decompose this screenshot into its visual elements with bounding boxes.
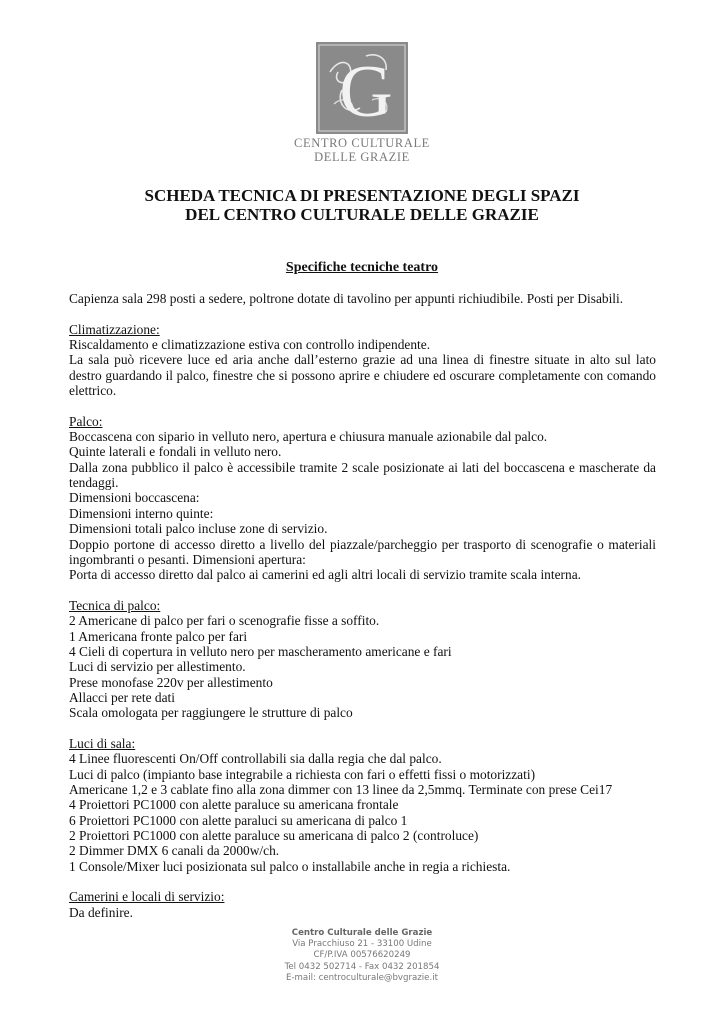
tecnica-line: 1 Americana fronte palco per fari bbox=[69, 628, 248, 644]
tecnica-line: Scala omologata per raggiungere le strutture di palco bbox=[69, 705, 353, 721]
luci-line: Luci di palco (impianto base integrabile a richiesta con fari o effetti fissi o motorizzati) bbox=[69, 766, 536, 782]
climatizzazione-heading: Climatizzazione: bbox=[69, 321, 160, 337]
tecnica-heading: Tecnica di palco: bbox=[69, 597, 161, 613]
luci-line: 4 Proiettori PC1000 con alette paraluce su americana frontale bbox=[69, 797, 399, 813]
palco-line: Porta di accesso diretto dal palco ai camerini ed agli altri locali di servizio tramite scala interna. bbox=[69, 567, 581, 583]
palco-line: Dimensioni totali palco incluse zone di servizio. bbox=[69, 521, 328, 537]
logo-line-2: DELLE GRAZIE bbox=[314, 149, 410, 164]
footer-address: Via Pracchiuso 21 - 33100 Udine bbox=[292, 939, 432, 950]
luci-line: 1 Console/Mixer luci posizionata sul palco o installabile anche in regia a richiesta. bbox=[69, 858, 511, 874]
intro-paragraph: Capienza sala 298 posti a sedere, poltrone dotate di tavolino per appunti richiudibile. Posti per Disabili. bbox=[69, 291, 624, 306]
footer-email: E-mail: centroculturale@bvgrazie.it bbox=[286, 972, 438, 983]
footer-vat: CF/P.IVA 00576620249 bbox=[313, 950, 411, 961]
tecnica-line: 2 Americane di palco per fari o scenografie fisse a soffito. bbox=[69, 613, 380, 629]
palco-line: Doppio portone di accesso diretto a livello del piazzale/parcheggio per trasporto di scenografie o materiali ingombranti o pesanti. Dimensioni apertura: bbox=[69, 536, 656, 567]
section-subtitle: Specifiche tecniche teatro bbox=[285, 260, 439, 275]
camerini-line: Da definire. bbox=[69, 904, 133, 920]
tecnica-line: 4 Cieli di copertura in velluto nero per mascheramento americane e fari bbox=[69, 643, 452, 659]
title-line-2: DEL CENTRO CULTURALE DELLE GRAZIE bbox=[185, 205, 539, 224]
footer-name: Centro Culturale delle Grazie bbox=[291, 928, 433, 938]
luci-line: 6 Proiettori PC1000 con alette paraluci su americana di palco 1 bbox=[69, 812, 408, 828]
luci-line: Americane 1,2 e 3 cablate fino alla zona dimmer con 13 linee da 2,5mmq. Terminate con prese Cei17 bbox=[69, 782, 613, 797]
logo-monogram: G bbox=[339, 51, 393, 133]
palco-line: Quinte laterali e fondali in velluto nero. bbox=[69, 444, 282, 460]
tecnica-line: Prese monofase 220v per allestimento bbox=[69, 674, 273, 690]
climatizzazione-line: La sala può ricevere luce ed aria anche dall’esterno grazie ad una linea di finestre situate in alto sul lato destro guardando il palco, finestre che si possono aprire e chiudere ed oscurare completamente con comando elettrico. bbox=[69, 352, 656, 399]
climatizzazione-line: Riscaldamento e climatizzazione estiva con controllo indipendente. bbox=[69, 337, 431, 353]
document-title bbox=[0, 186, 724, 224]
centro-culturale-logo-icon bbox=[316, 42, 408, 134]
palco-heading: Palco: bbox=[69, 413, 103, 429]
logo-line-1: CENTRO CULTURALE bbox=[294, 136, 430, 150]
footer-phone: Tel 0432 502714 - Fax 0432 201854 bbox=[284, 961, 440, 972]
palco-line: Boccascena con sipario in velluto nero, apertura e chiusura manuale azionabile dal palco. bbox=[69, 429, 548, 445]
title-line-1: SCHEDA TECNICA DI PRESENTAZIONE DEGLI SPAZI bbox=[144, 186, 580, 205]
luci-line: 2 Dimmer DMX 6 canali da 2000w/ch. bbox=[69, 843, 280, 859]
tecnica-line: Luci di servizio per allestimento. bbox=[69, 659, 246, 675]
logo-caption bbox=[262, 137, 462, 164]
page-footer bbox=[0, 928, 724, 984]
luci-line: 2 Proiettori PC1000 con alette paraluce su americana di palco 2 (controluce) bbox=[69, 828, 479, 844]
tecnica-line: Allacci per rete dati bbox=[69, 689, 175, 705]
luci-line: 4 Linee fluorescenti On/Off controllabili sia dalla regia che dal palco. bbox=[69, 751, 442, 767]
document-body bbox=[69, 291, 656, 920]
palco-line: Dimensioni boccascena: bbox=[69, 490, 200, 506]
palco-line: Dimensioni interno quinte: bbox=[69, 505, 214, 521]
palco-line: Dalla zona pubblico il palco è accessibile tramite 2 scale posizionate ai lati del boccascena e mascherate da tendaggi. bbox=[69, 459, 656, 491]
camerini-heading: Camerini e locali di servizio: bbox=[69, 889, 225, 905]
luci-heading: Luci di sala: bbox=[69, 735, 136, 751]
